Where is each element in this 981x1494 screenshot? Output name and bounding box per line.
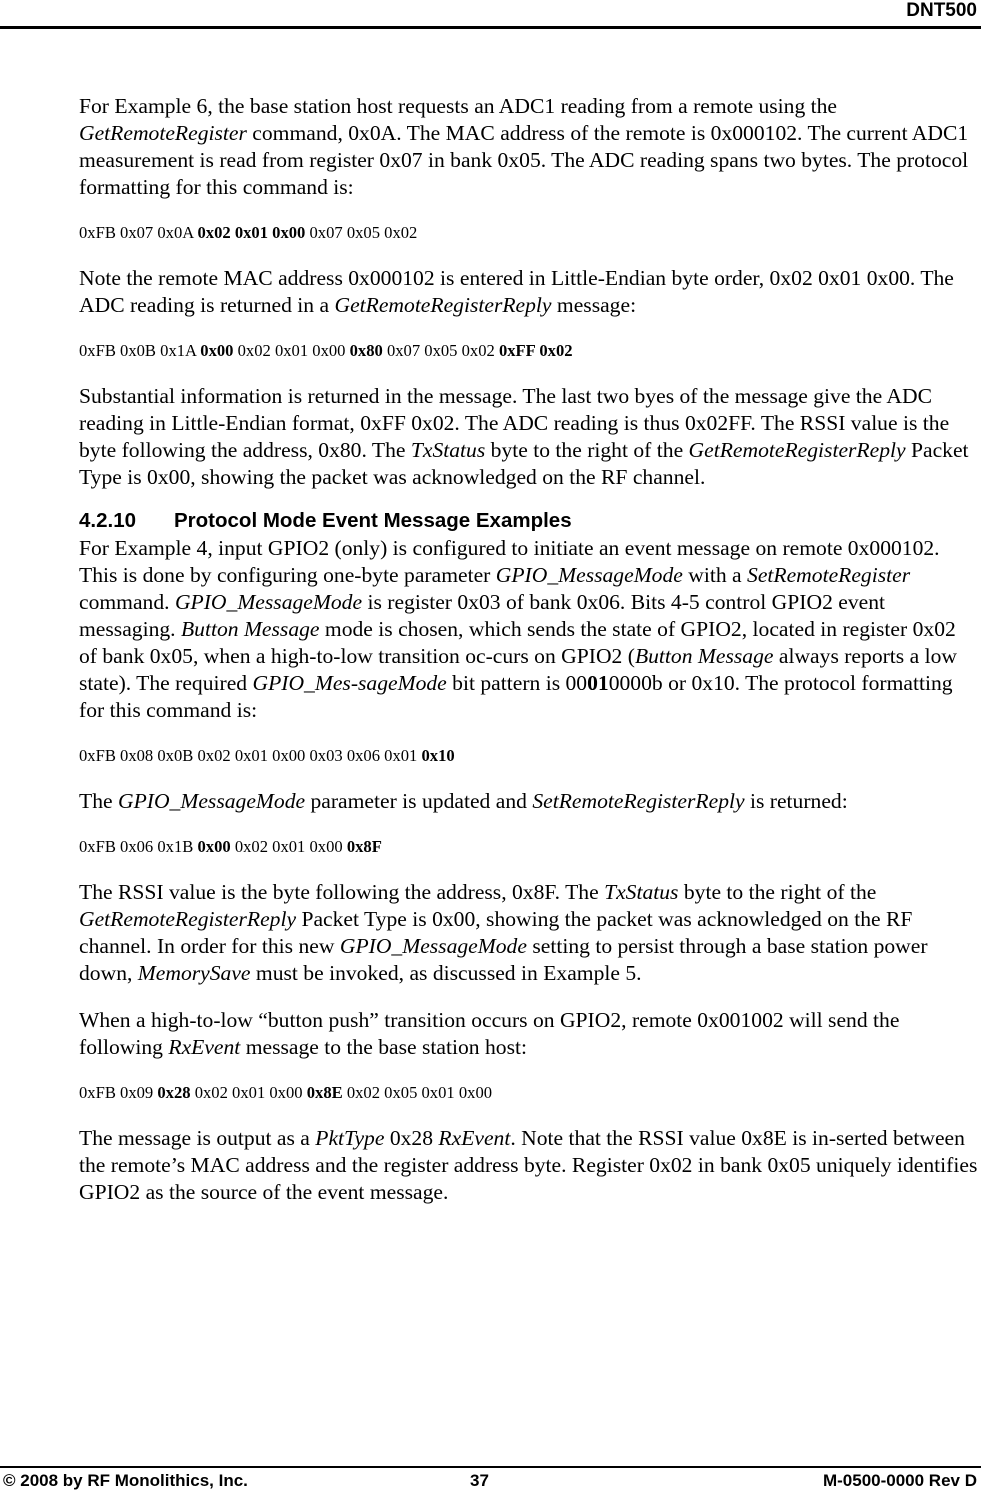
paragraph-button-push — [79, 1007, 979, 1061]
text-run: Substantial information is returned in the message. The last two byes of the message give the ADC reading in Little-Endian format, 0xFF 0x02. The ADC reading is thus 0x02FF. The RSSI value is the byte following the address, 0x80. The — [79, 384, 950, 462]
paragraph-parameter-updated — [79, 788, 979, 815]
bold-bytes: 0x02 0x01 0x00 — [197, 223, 306, 242]
italic-term: GetRemoteRegisterReply — [688, 438, 906, 462]
text-run: command. — [79, 590, 175, 614]
text-run: For Example 6, the base station host requests an ADC1 reading from a remote using the — [79, 94, 838, 118]
text-run: 0xFB 0x09 — [79, 1083, 158, 1102]
text-run: 0x28 — [384, 1126, 439, 1150]
code-get-remote-register-reply — [79, 339, 979, 363]
footer-document-id: M-0500-0000 Rev D — [822, 1471, 977, 1490]
bold-bytes: 0x28 — [157, 1083, 191, 1102]
text-run: always reports a low state). The required — [79, 644, 957, 695]
text-run: must be invoked, as discussed in Example 5. — [250, 961, 642, 985]
text-run: is returned: — [744, 789, 848, 813]
text-run: The message is output as a — [79, 1126, 316, 1150]
italic-term: GetRemoteRegisterReply — [79, 907, 297, 931]
bold-bytes: 0x8E — [306, 1083, 343, 1102]
text-run: 0xFB 0x06 0x1B — [79, 837, 198, 856]
italic-term: Button Message — [634, 644, 774, 668]
text-run: 0x02 0x01 0x00 — [233, 341, 350, 360]
code-rx-event — [79, 1081, 979, 1105]
italic-term: RxEvent — [168, 1035, 241, 1059]
bold-bytes: 0x80 — [349, 341, 383, 360]
text-run: The — [79, 789, 118, 813]
paragraph-little-endian-note — [79, 265, 979, 319]
text-run: 0x07 0x05 0x02 — [382, 341, 499, 360]
paragraph-adc-reading — [79, 383, 979, 491]
text-run: 0000b or 0x10. The protocol formatting for this command is: — [79, 671, 953, 722]
paragraph-example4-gpio — [79, 535, 979, 724]
text-run: Note the remote MAC address 0x000102 is entered in Little-Endian byte order, 0x02 0x01 0x00. The ADC reading is returned in a — [79, 266, 954, 317]
text-run: 0x02 0x01 0x00 — [230, 837, 347, 856]
text-run: parameter is updated and — [305, 789, 533, 813]
italic-term: GPIO_MessageMode — [339, 934, 527, 958]
text-run: When a high-to-low “button push” transition occurs on GPIO2, remote 0x001002 will send the following — [79, 1008, 900, 1059]
code-set-remote-register-reply — [79, 835, 979, 859]
paragraph-rssi-memorysave — [79, 879, 979, 987]
bold-bytes: 0x10 — [421, 746, 455, 765]
text-run: 0xFB 0x08 0x0B 0x02 0x01 0x00 0x03 0x06 0x01 — [79, 746, 422, 765]
text-run: setting to persist through a base station power down, — [79, 934, 928, 985]
page-body — [79, 93, 979, 1206]
text-run: 0xFB 0x0B 0x1A — [79, 341, 201, 360]
italic-term: Button Message — [180, 617, 320, 641]
footer-rule — [0, 1466, 981, 1468]
paragraph-example6-intro — [79, 93, 979, 201]
text-run: 0x07 0x05 0x02 — [305, 223, 418, 242]
italic-term: GPIO_MessageMode — [174, 590, 363, 614]
footer-page-number: 37 — [470, 1471, 489, 1490]
text-run: Packet Type is 0x00, showing the packet was acknowledged on the RF channel. — [79, 438, 969, 489]
text-run: byte to the right of the — [678, 880, 877, 904]
bold-bytes: 0xFF 0x02 — [498, 341, 573, 360]
italic-term: PktType — [315, 1126, 385, 1150]
text-run: is register 0x03 of bank 0x06. Bits 4-5 control GPIO2 event messaging. — [79, 590, 886, 641]
bold-bytes: 0x00 — [197, 837, 231, 856]
text-run: command, 0x0A. The MAC address of the remote is 0x000102. The current ADC1 measurement is read from register 0x07 in bank 0x05. The ADC reading spans two bytes. The protocol formatting for this command is: — [79, 121, 969, 199]
code-get-remote-register — [79, 221, 979, 245]
bold-bytes: 01 — [587, 671, 609, 695]
text-run: 0x02 0x05 0x01 0x00 — [342, 1083, 493, 1102]
text-run: byte to the right of the — [485, 438, 689, 462]
italic-term: GPIO_MessageMode — [117, 789, 306, 813]
text-run: The RSSI value is the byte following the address, 0x8F. The — [79, 880, 605, 904]
text-run: mode is chosen, which sends the state of GPIO2, located in register 0x02 of bank 0x05, when a high-to-low transition oc-curs on GPIO2 ( — [79, 617, 956, 668]
section-title: Protocol Mode Event Message Examples — [174, 509, 572, 532]
text-run: Packet Type is 0x00, showing the packet was acknowledged on the RF channel. In order for this new — [79, 907, 913, 958]
italic-term: SetRemoteRegister — [747, 563, 911, 587]
header-rule — [0, 26, 981, 29]
bold-bytes: 0x8F — [346, 837, 382, 856]
text-run: . Note that the RSSI value 0x8E is in-serted between the remote’s MAC address and the register address byte. Register 0x02 in bank 0x05 uniquely identifies GPIO2 as the source of the event message. — [79, 1126, 978, 1204]
italic-term: TxStatus — [410, 438, 486, 462]
text-run: 0xFB 0x07 0x0A — [79, 223, 198, 242]
section-number: 4.2.10 — [79, 509, 136, 532]
paragraph-pkttype-rxevent — [79, 1125, 979, 1206]
text-run: message to the base station host: — [240, 1035, 527, 1059]
italic-term: RxEvent — [438, 1126, 511, 1150]
italic-term: GPIO_MessageMode — [495, 563, 683, 587]
footer-copyright: © 2008 by RF Monolithics, Inc. — [3, 1471, 248, 1490]
text-run: with a — [682, 563, 748, 587]
document-header-title: DNT500 — [906, 0, 977, 21]
text-run: bit pattern is 00 — [446, 671, 588, 695]
italic-term: TxStatus — [604, 880, 679, 904]
bold-bytes: 0x00 — [200, 341, 234, 360]
text-run: 0x02 0x01 0x00 — [190, 1083, 307, 1102]
text-run: For Example 4, input GPIO2 (only) is configured to initiate an event message on remote 0x000102. This is done by configuring one-byte parameter — [79, 536, 940, 587]
italic-term: GPIO_Mes-sageMode — [252, 671, 447, 695]
italic-term: SetRemoteRegisterReply — [532, 789, 745, 813]
text-run: message: — [551, 293, 637, 317]
section-heading — [79, 507, 979, 535]
italic-term: GetRemoteRegisterReply — [334, 293, 552, 317]
code-set-remote-register — [79, 744, 979, 768]
italic-term: GetRemoteRegister — [79, 121, 247, 145]
italic-term: MemorySave — [137, 961, 251, 985]
